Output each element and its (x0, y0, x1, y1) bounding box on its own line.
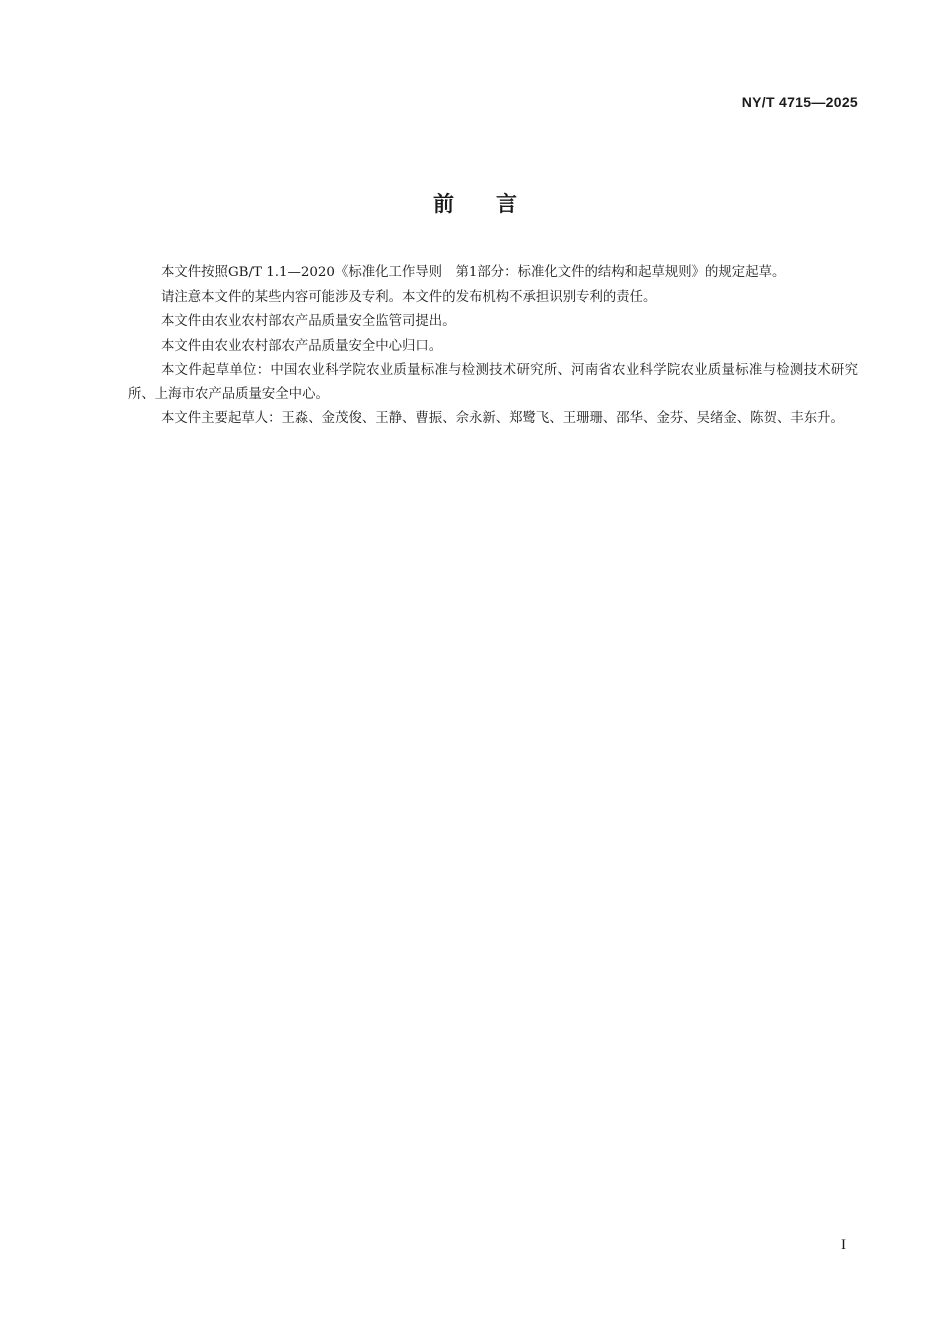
paragraph-drafting-rules: 本文件按照GB/T 1.1—2020《标准化工作导则 第1部分：标准化文件的结构和起草规则》的规定起草。 (161, 265, 786, 280)
foreword-body (128, 261, 858, 432)
paragraph-drafters: 本文件主要起草人：王淼、金茂俊、王静、曹振、佘永新、郑鹭飞、王珊珊、邵华、金芬、吴绪金、陈贺、丰东升。 (161, 411, 844, 426)
paragraph-centralized-by: 本文件由农业农村部农产品质量安全中心归口。 (161, 338, 443, 354)
paragraph-proposed-by: 本文件由农业农村部农产品质量安全监管司提出。 (161, 314, 456, 329)
page-title: 前言 (433, 192, 559, 216)
standard-code: NY/T 4715—2025 (741, 94, 858, 110)
paragraph-patent-notice: 请注意本文件的某些内容可能涉及专利。本文件的发布机构不承担识别专利的责任。 (161, 289, 657, 305)
page-number: I (841, 1237, 846, 1253)
paragraph-drafting-units: 本文件起草单位：中国农业科学院农业质量标准与检测技术研究所、河南省农业科学院农业质量标准与检测技术研究所、上海市农产品质量安全中心。 (128, 363, 858, 402)
